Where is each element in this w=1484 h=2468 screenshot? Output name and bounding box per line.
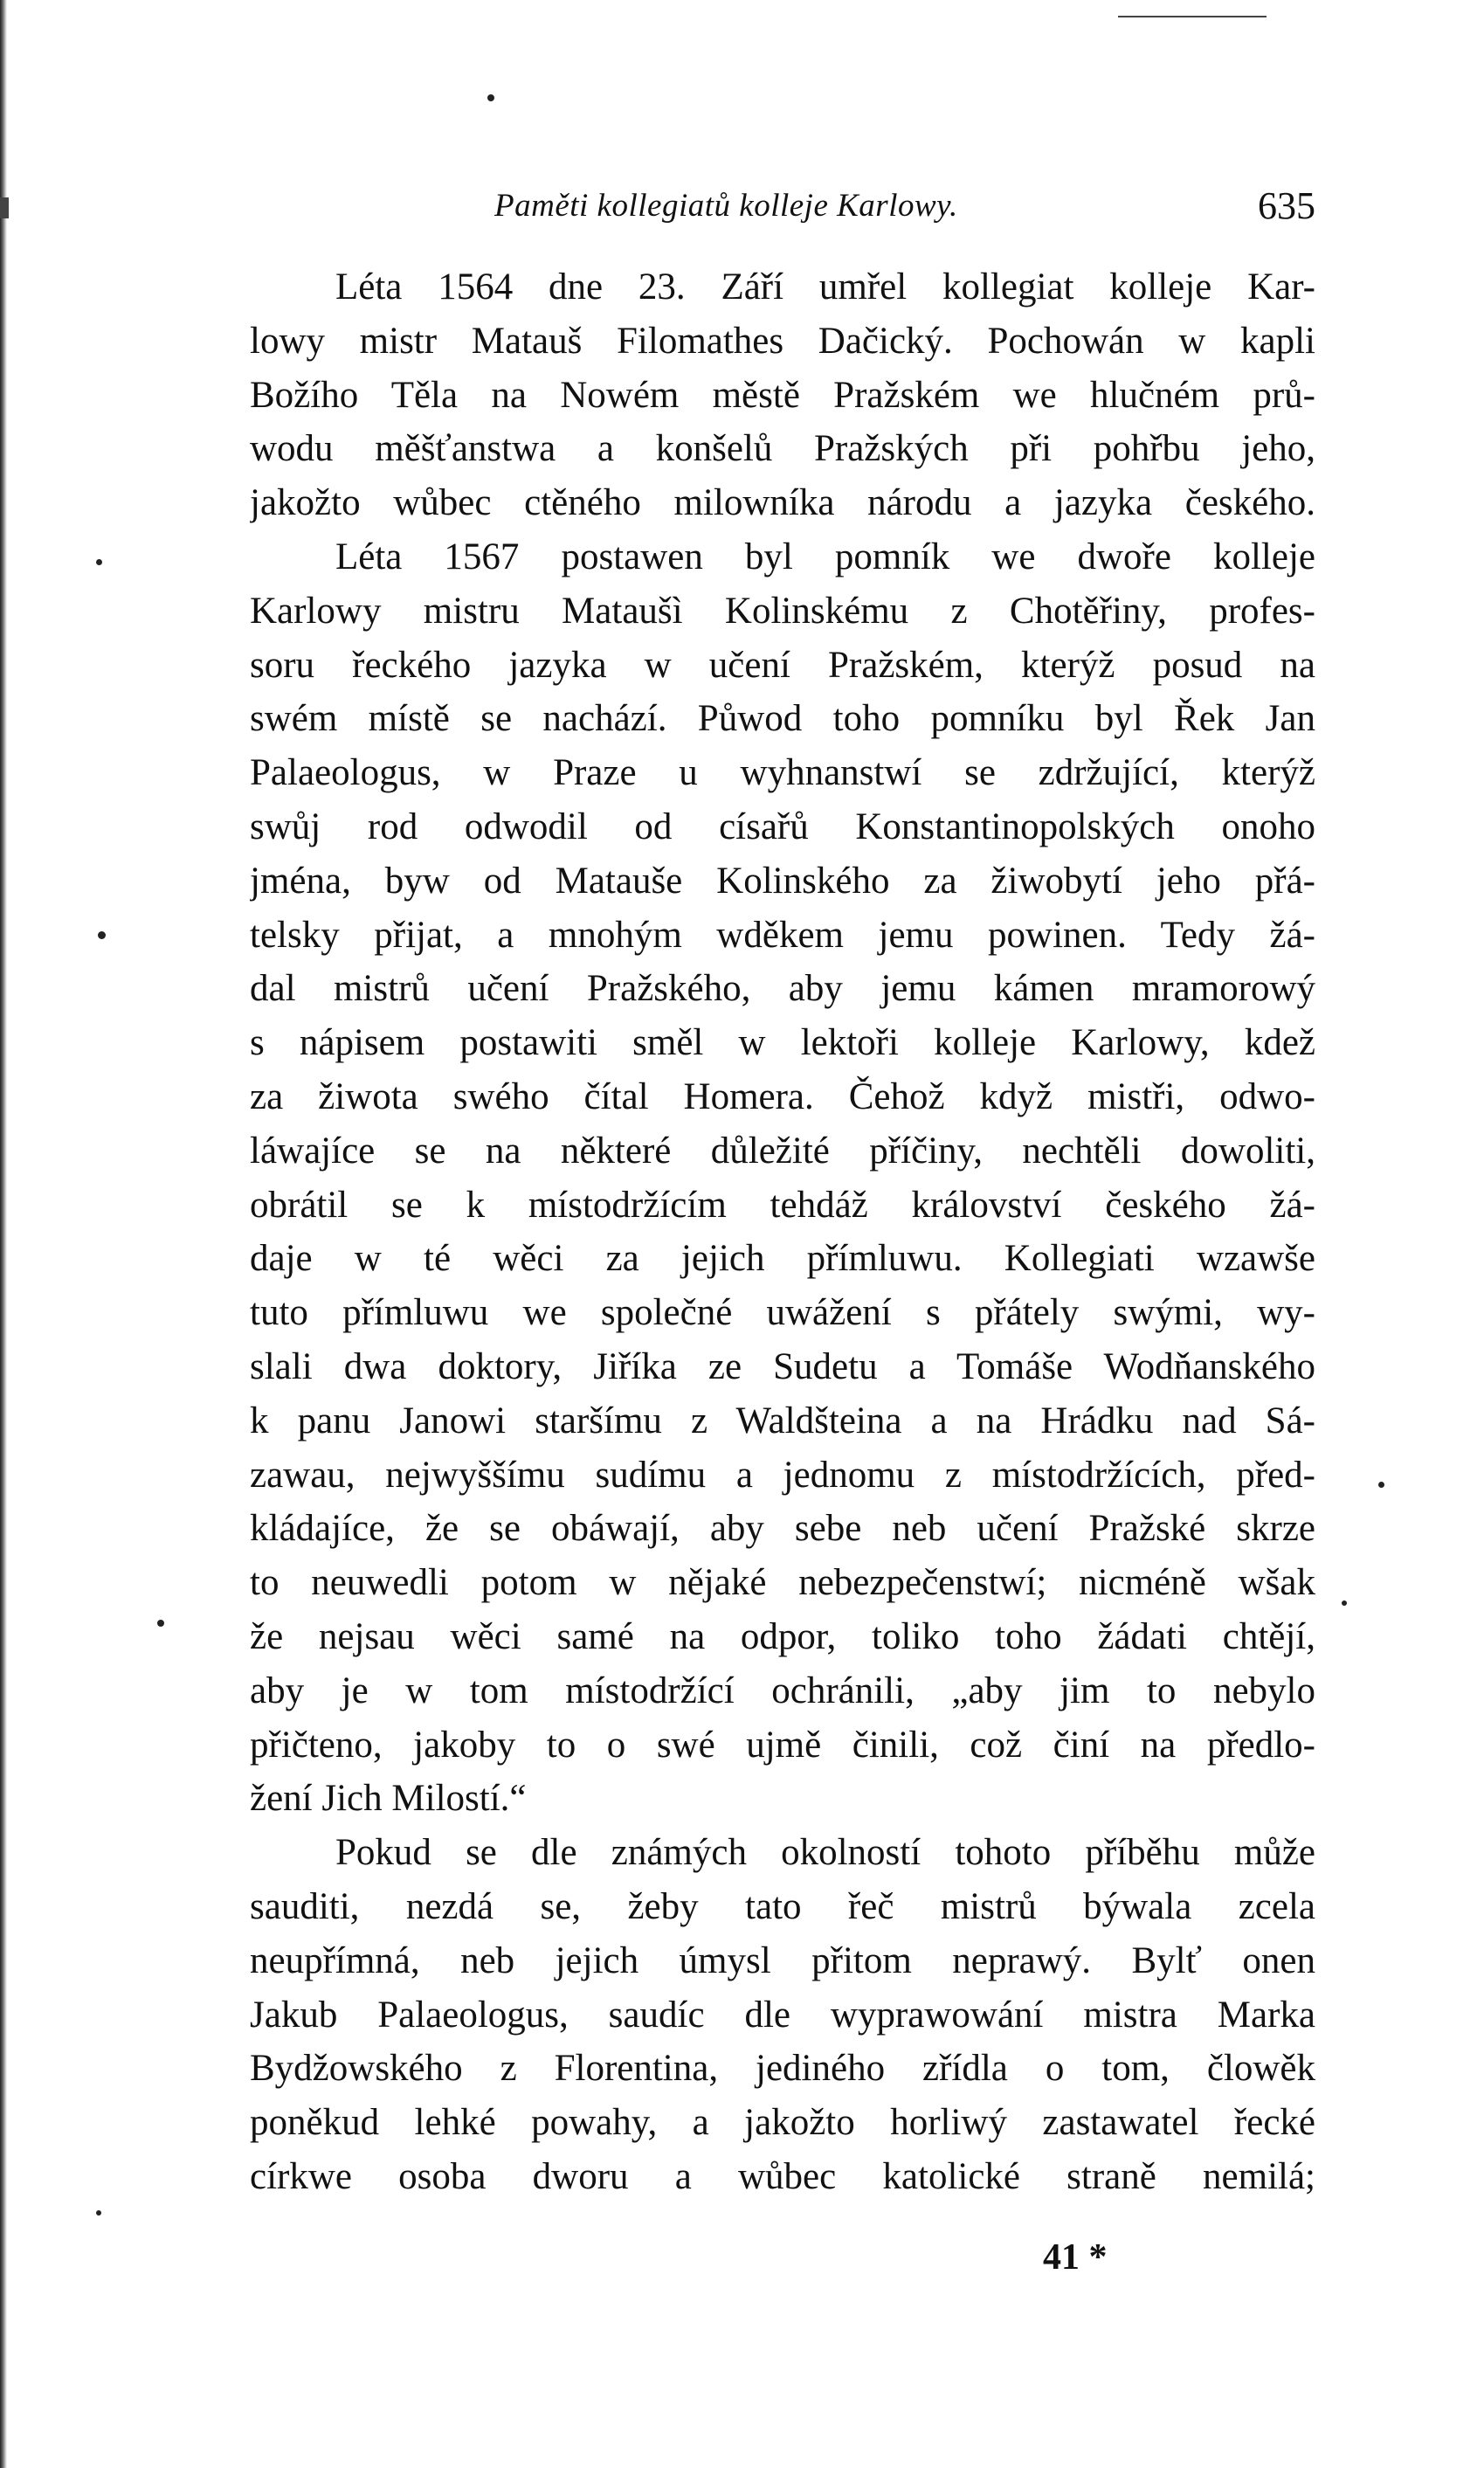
page-number: 635 <box>1258 184 1315 227</box>
scan-speck <box>157 1620 164 1627</box>
text-line: tuto přímluwu we společné uwážení s přátely swými, wy- <box>250 1292 1315 1334</box>
text-line: Bydžowského z Florentina, jediného zřídla o tom, člowěk <box>250 2048 1315 2090</box>
running-title: Paměti kollegiatů kolleje Karlowy. <box>494 188 958 224</box>
text-line: soru řeckého jazyka w učení Pražském, kterýž posud na <box>250 644 1315 686</box>
scan-speck <box>1342 1600 1347 1606</box>
text-line: to neuwedli potom w nějaké nebezpečenstwí; nicméně wšak <box>250 1562 1315 1604</box>
scan-speck <box>1378 1482 1384 1488</box>
text-line: neupřímná, neb jejich úmysl přitom neprawý. Bylť onen <box>250 1939 1315 1981</box>
text-line: s nápisem postawiti směl w lektoři kolleje Karlowy, kdež <box>250 1022 1315 1064</box>
text-line: Božího Těla na Nowém městě Pražském we hlučném prů- <box>250 374 1315 416</box>
text-line: kládajíce, že se obáwají, aby sebe neb učení Pražské skrze <box>250 1508 1315 1550</box>
text-line: láwajíce se na některé důležité příčiny, nechtěli dowoliti, <box>250 1130 1315 1172</box>
text-line: daje w té wěci za jejich přímluwu. Kollegiati wzawše <box>250 1238 1315 1280</box>
text-line: Palaeologus, w Praze u wyhnanstwí se zdržující, kterýž <box>250 752 1315 794</box>
scan-mark <box>1118 16 1267 17</box>
text-line: za žiwota swého čítal Homera. Čehož když mistři, odwo- <box>250 1075 1315 1117</box>
text-line: aby je w tom místodržící ochránili, „aby jim to nebylo <box>250 1670 1315 1711</box>
scan-speck <box>96 2210 101 2216</box>
text-line: slali dwa doktory, Jiříka ze Sudetu a Tomáše Wodňanského <box>250 1345 1315 1387</box>
text-line: lowy mistr Matauš Filomathes Dačický. Pochowán w kapli <box>250 320 1315 362</box>
text-line: swém místě se nachází. Půwod toho pomníku byl Řek Jan <box>250 698 1315 740</box>
scan-speck <box>98 931 106 939</box>
text-line: telsky přijat, a mnohým wděkem jemu powinen. Tedy žá- <box>250 914 1315 956</box>
scan-mark <box>0 197 9 218</box>
text-line: přičteno, jakoby to o swé ujmě činili, což činí na předlo- <box>250 1724 1315 1766</box>
text-line: zawau, nejwyššímu sudímu a jednomu z místodržících, před- <box>250 1454 1315 1496</box>
text-line: jakožto wůbec ctěného milowníka národu a jazyka českého. <box>250 482 1315 524</box>
text-line: žení Jich Milostí.“ <box>250 1778 527 1820</box>
scan-speck <box>96 559 102 565</box>
text-line: swůj rod odwodil od císařů Konstantinopolských onoho <box>250 805 1315 847</box>
text-line: obrátil se k místodržícím tehdáž království českého žá- <box>250 1184 1315 1226</box>
text-line: jména, byw od Matauše Kolinského za žiwobytí jeho přá- <box>250 860 1315 902</box>
text-line: k panu Janowi staršímu z Waldšteina a na Hrádku nad Sá- <box>250 1400 1315 1441</box>
text-line: poněkud lehké powahy, a jakožto horliwý zastawatel řecké <box>250 2102 1315 2144</box>
body-text <box>250 260 1315 2204</box>
page-header <box>250 183 1315 236</box>
text-line: církwe osoba dworu a wůbec katolické straně nemilá; <box>250 2155 1315 2197</box>
text-line: Pokud se dle známých okolností tohoto příběhu může <box>335 1832 1315 1874</box>
text-line: dal mistrů učení Pražského, aby jemu kámen mramorowý <box>250 968 1315 1010</box>
text-line: že nejsau wěci samé na odpor, toliko toho žádati chtějí, <box>250 1615 1315 1657</box>
text-line: sauditi, nezdá se, žeby tato řeč mistrů býwala zcela <box>250 1885 1315 1927</box>
text-line: Jakub Palaeologus, saudíc dle wyprawowání mistra Marka <box>250 1994 1315 2036</box>
text-line: Léta 1564 dne 23. Září umřel kollegiat kolleje Kar- <box>335 266 1315 308</box>
text-line: Karlowy mistru Mataušì Kolinskému z Chotěřiny, profes- <box>250 590 1315 632</box>
page-binding-edge <box>0 0 7 2468</box>
text-line: wodu měšťanstwa a konšelů Pražských při pohřbu jeho, <box>250 428 1315 470</box>
signature-mark: 41 * <box>1043 2237 1108 2278</box>
scan-speck <box>487 94 494 101</box>
text-line: Léta 1567 postawen byl pomník we dwoře kolleje <box>335 536 1315 577</box>
